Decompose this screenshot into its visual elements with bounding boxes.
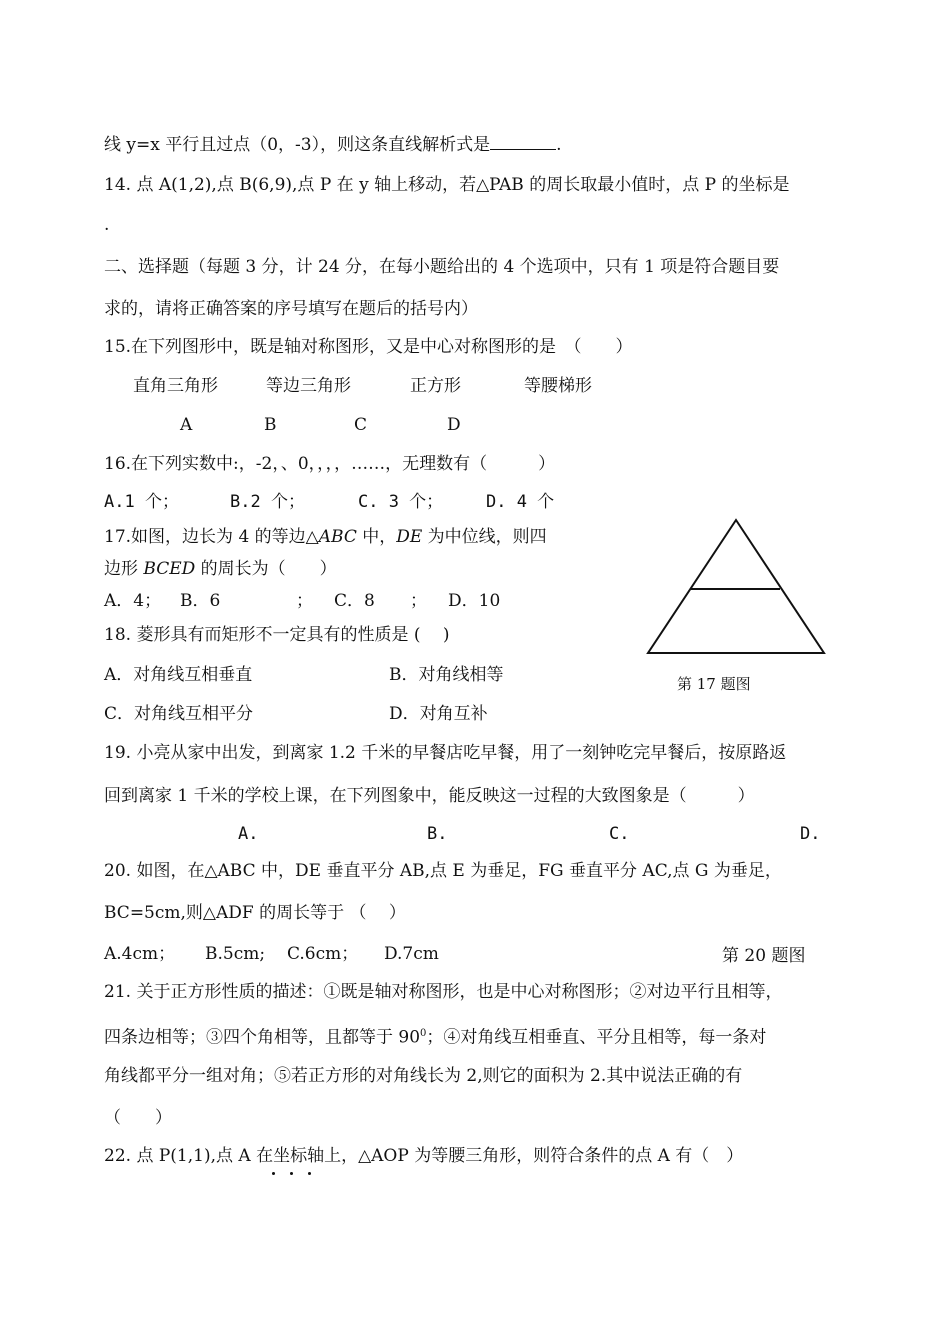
q16-option-a: A.1 个； <box>104 492 179 512</box>
q15-letter-a: A <box>180 415 193 435</box>
q13-tail-line <box>104 133 562 156</box>
q17-quad-name: BCED <box>143 559 196 579</box>
q17-stem-line2 <box>104 558 337 580</box>
q17-stem-line1 <box>104 526 547 548</box>
q21-answer-bracket: （ ） <box>104 1108 172 1128</box>
q17-option-a: A．4； <box>104 591 162 611</box>
q21-degree-sup: 0 <box>420 1028 427 1039</box>
q21-stem-line1: 21. 关于正方形性质的描述：①既是轴对称图形，也是中心对称图形；②对边平行且相等， <box>104 982 783 1002</box>
q17-midline-name: DE <box>396 527 423 547</box>
q21-line2-part-a: 四条边相等；③四个角相等，且都等于 90 <box>104 1027 421 1048</box>
q15-shape-3: 正方形 <box>410 376 461 396</box>
section-2-heading-line2: 求的，请将正确答案的序号填写在题后的括号内） <box>104 299 478 319</box>
q18-option-a: A．对角线互相垂直 <box>104 665 253 685</box>
q20-option-c: C.6cm； <box>287 944 359 964</box>
q21-line2-part-b: ；④对角线互相垂直、平分且相等，每一条对 <box>426 1027 767 1048</box>
emphasis-dot-3 <box>308 1172 311 1175</box>
q19-stem-line2: 回到离家 1 千米的学校上课，在下列图象中，能反映这一过程的大致图象是（ ） <box>104 786 755 806</box>
q20-option-d: D.7cm <box>384 944 439 964</box>
q13-tail-period: . <box>556 135 562 155</box>
q17-option-b: B．6 <box>180 591 221 611</box>
q19-option-c: C. <box>609 824 630 844</box>
q16-option-b: B.2 个； <box>230 492 305 512</box>
q20-stem-line1: 20. 如图，在△ABC 中，DE 垂直平分 AB,点 E 为垂足，FG 垂直平分 AC,点 G 为垂足， <box>104 861 782 881</box>
q17-option-d: D．10 <box>448 591 501 611</box>
q14-stem: 14. 点 A(1,2),点 B(6,9),点 P 在 y 轴上移动，若△PAB 的周长取最小值时，点 P 的坐标是 <box>104 175 790 195</box>
q15-stem: 15.在下列图形中，既是轴对称图形，又是中心对称图形的是 （ ） <box>104 337 633 357</box>
q17-line2-part-c: 的周长为（ ） <box>195 559 337 579</box>
q15-letter-d: D <box>447 415 461 435</box>
emphasis-dot-2 <box>290 1172 293 1175</box>
q19-option-d: D. <box>800 824 821 844</box>
q19-stem-line1: 19. 小亮从家中出发，到离家 1.2 千米的早餐店吃早餐，用了一刻钟吃完早餐后，按原路返 <box>104 743 787 763</box>
q17-line1-part-c: 中， <box>356 527 397 547</box>
q20-option-a: A.4cm； <box>104 944 176 964</box>
section-2-heading-line1: 二、选择题（每题 3 分，计 24 分，在每小题给出的 4 个选项中，只有 1 项是符合题目要 <box>104 257 780 277</box>
q17-triangle-name: ABC <box>318 527 357 547</box>
q15-shape-2: 等边三角形 <box>266 376 351 396</box>
q14-tail: . <box>104 215 110 235</box>
q20-figure-caption: 第 20 题图 <box>722 946 806 966</box>
q21-stem-line3: 角线都平分一组对角；⑤若正方形的对角线长为 2,则它的面积为 2.其中说法正确的有 <box>104 1066 743 1086</box>
q20-option-b: B.5cm; <box>205 944 266 964</box>
q13-answer-blank <box>490 133 556 150</box>
q22-stem: 22. 点 P(1,1),点 A 在坐标轴上，△AOP 为等腰三角形，则符合条件的点 A 有（ ） <box>104 1146 744 1166</box>
emphasis-dot-1 <box>272 1172 275 1175</box>
q13-tail-text: 线 y=x 平行且过点（0，-3），则这条直线解析式是 <box>104 135 491 155</box>
q16-option-d: D. 4 个 <box>486 492 555 512</box>
q17-triangle-outline <box>648 520 824 653</box>
q17-line2-part-a: 边形 <box>104 559 144 579</box>
q18-option-d: D．对角互补 <box>389 704 488 724</box>
q15-shape-4: 等腰梯形 <box>524 376 592 396</box>
q15-shape-1: 直角三角形 <box>133 376 218 396</box>
q16-stem: 16.在下列实数中:，-2，、0，，，，……，无理数有（ ） <box>104 454 556 474</box>
q17-triangle-figure <box>640 512 832 662</box>
q17-figure-caption: 第 17 题图 <box>677 675 751 693</box>
q15-letter-b: B <box>264 415 277 435</box>
q18-option-c: C．对角线互相平分 <box>104 704 254 724</box>
q20-stem-line2: BC=5cm,则△ADF 的周长等于 （ ） <box>104 903 406 923</box>
q18-option-b: B．对角线相等 <box>389 665 504 685</box>
q19-option-b: B. <box>427 824 448 844</box>
q17-sep-2: ； <box>410 591 427 611</box>
q19-option-a: A. <box>238 824 259 844</box>
q16-option-c: C. 3 个； <box>358 492 444 512</box>
q17-sep-1: ； <box>296 591 313 611</box>
q15-letter-c: C <box>354 415 368 435</box>
q17-option-c: C．8 <box>334 591 375 611</box>
q17-line1-part-a: 17.如图，边长为 4 的等边△ <box>104 527 319 547</box>
q21-stem-line2 <box>104 1023 766 1049</box>
q17-line1-part-e: 为中位线，则四 <box>422 527 547 547</box>
q18-stem: 18. 菱形具有而矩形不一定具有的性质是 ( ) <box>104 625 450 645</box>
